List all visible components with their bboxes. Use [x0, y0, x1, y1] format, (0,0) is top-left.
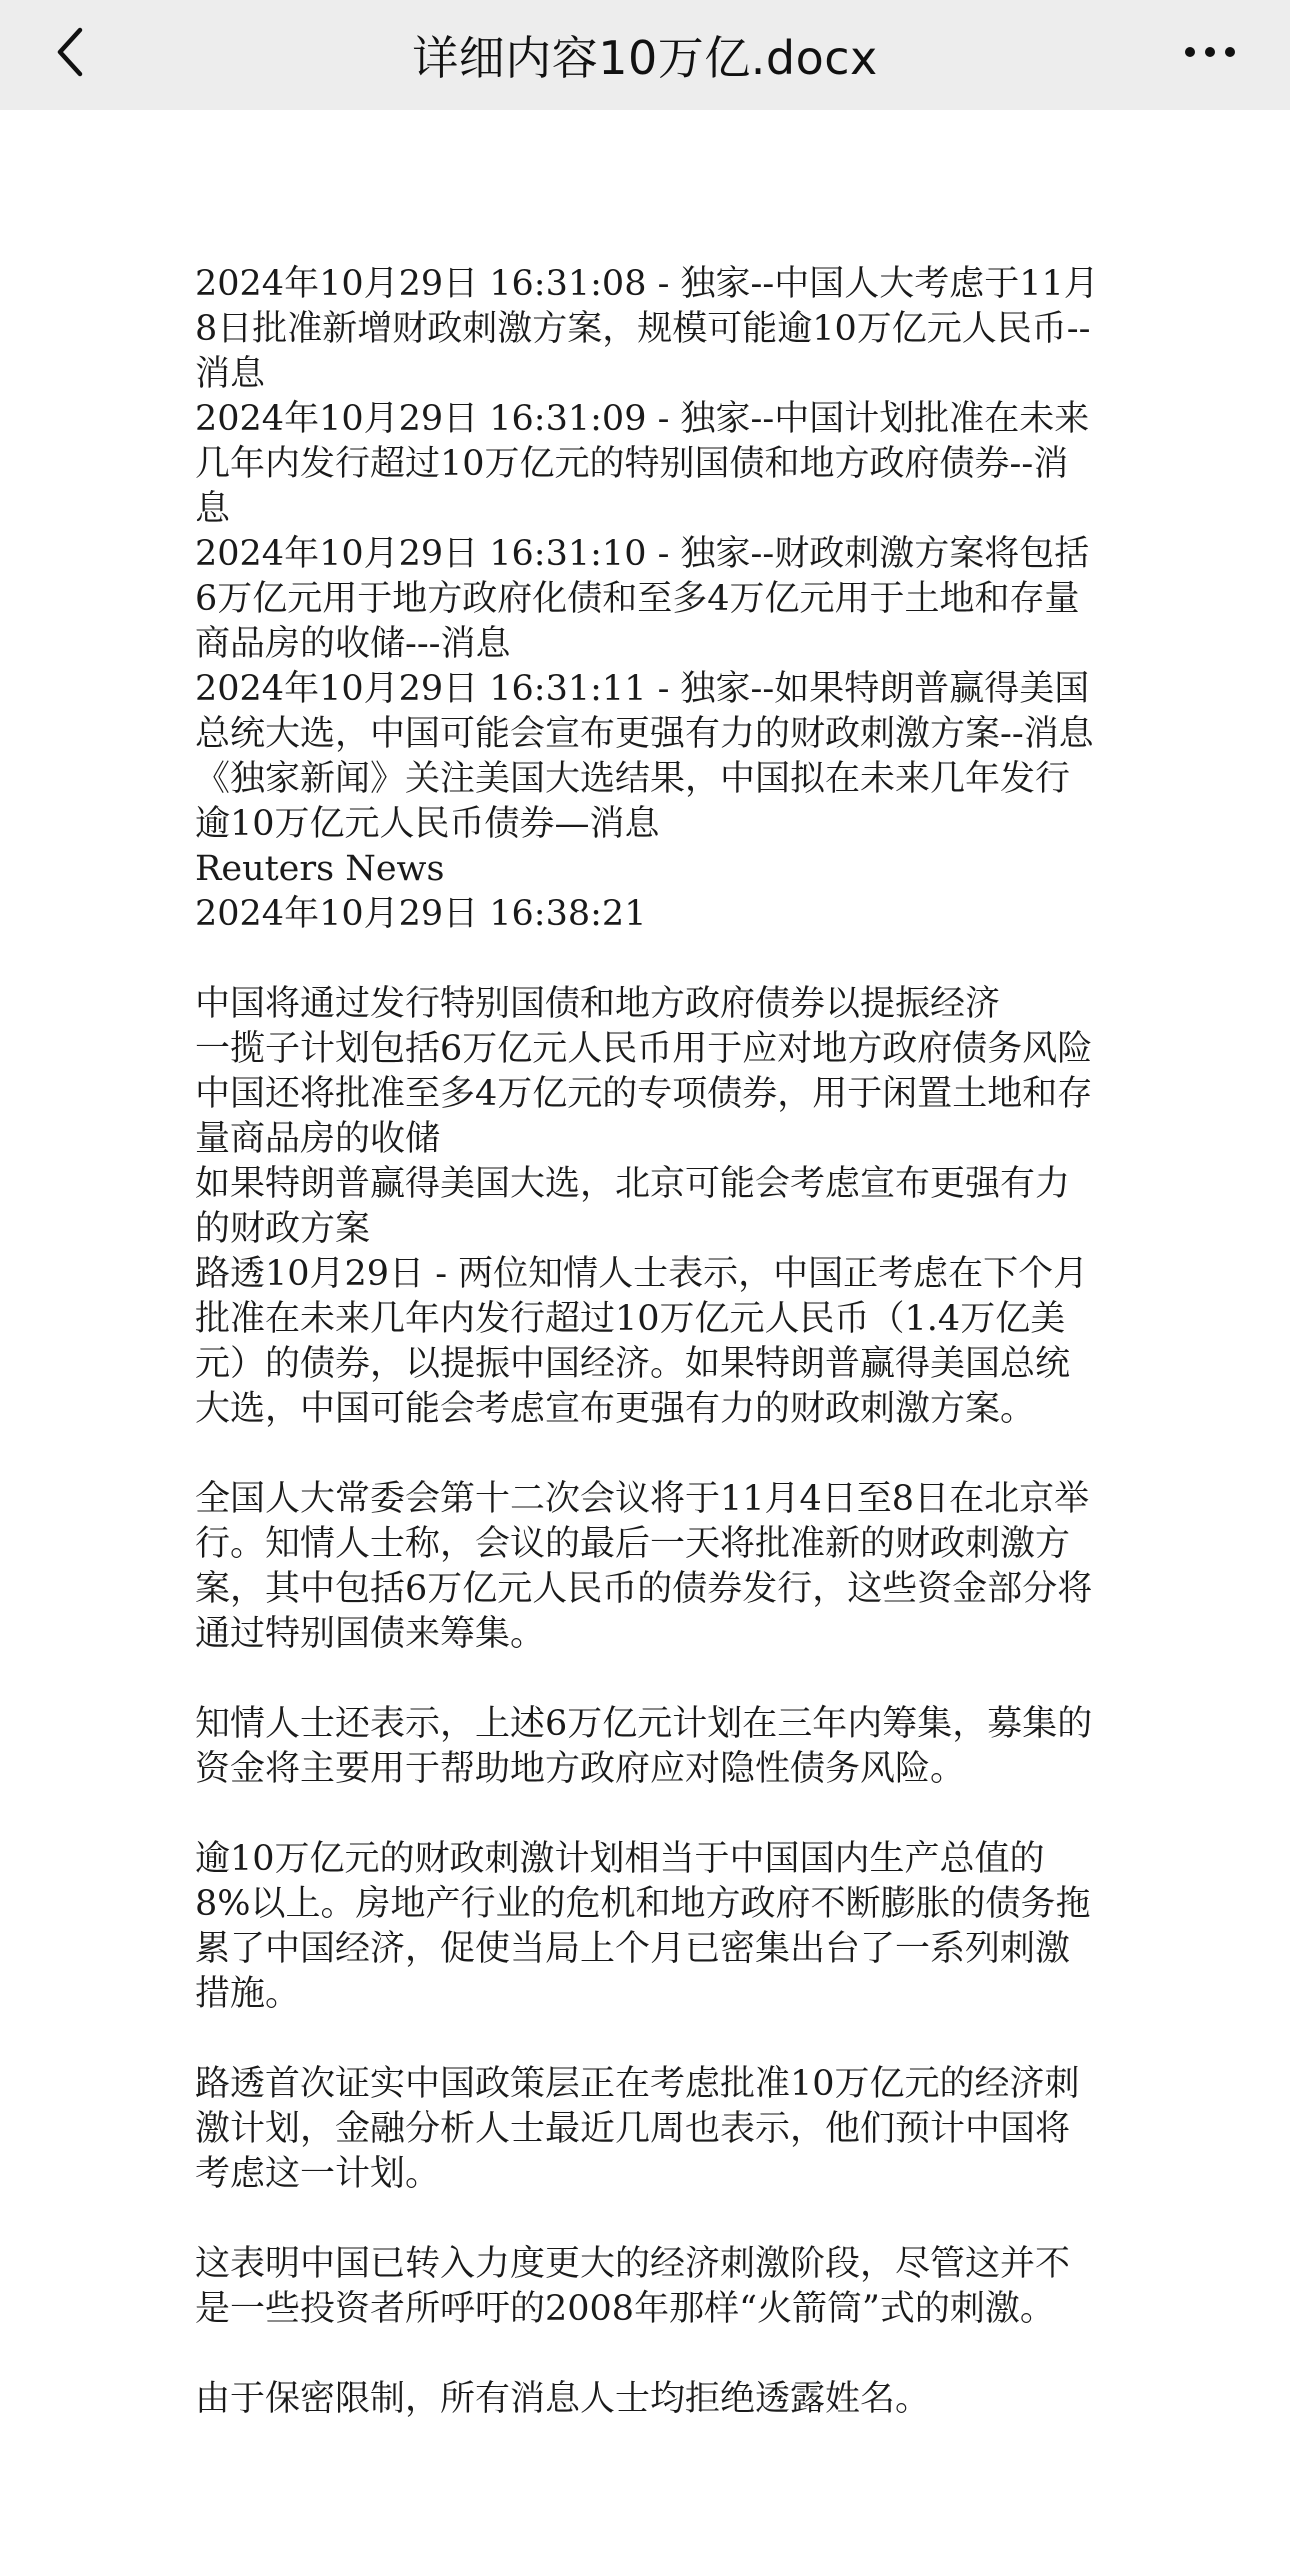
article-paragraph: 由于保密限制，所有消息人士均拒绝透露姓名。	[195, 2379, 931, 2419]
document-body[interactable]	[195, 262, 1100, 2422]
article-paragraph: 全国人大常委会第十二次会议将于11月4日至8日在北京举行。知情人士称，会议的最后一天将批准新的财政刺激方案，其中包括6万亿元人民币的债券发行，这些资金部分将通过特别国债来筹集。	[195, 1479, 1093, 1654]
news-flash-line: 2024年10月29日 16:31:09 - 独家--中国计划批准在未来几年内发行超过10万亿元的特别国债和地方政府债券--消息	[195, 399, 1090, 529]
article-paragraph: 这表明中国已转入力度更大的经济刺激阶段，尽管这并不是一些投资者所呼吁的2008年那样“火箭筒”式的刺激。	[195, 2244, 1071, 2329]
news-flash-line: 2024年10月29日 16:31:11 - 独家--如果特朗普赢得美国总统大选，中国可能会宣布更强有力的财政刺激方案--消息	[195, 669, 1094, 754]
article-lead-paragraph: 路透10月29日 - 两位知情人士表示，中国正考虑在下个月批准在未来几年内发行超过10万亿元人民币（1.4万亿美元）的债券，以提振中国经济。如果特朗普赢得美国总统大选，中国可能会考虑宣布更强有力的财政刺激方案。	[195, 1254, 1089, 1429]
article-headline: 《独家新闻》关注美国大选结果，中国拟在未来几年发行逾10万亿元人民币债券—消息	[195, 759, 1071, 844]
back-button[interactable]	[40, 22, 100, 82]
article-source: Reuters News	[195, 849, 445, 889]
article-paragraph: 路透首次证实中国政策层正在考虑批准10万亿元的经济刺激计划，金融分析人士最近几周也表示，他们预计中国将考虑这一计划。	[195, 2064, 1080, 2194]
spacer	[195, 2197, 1100, 2242]
spacer	[195, 937, 1100, 982]
summary-point: 如果特朗普赢得美国大选，北京可能会考虑宣布更强有力的财政方案	[195, 1164, 1071, 1249]
spacer	[195, 1792, 1100, 1837]
chevron-left-icon	[50, 22, 90, 82]
article-paragraph: 逾10万亿元的财政刺激计划相当于中国国内生产总值的8%以上。房地产行业的危机和地方政府不断膨胀的债务拖累了中国经济，促使当局上个月已密集出台了一系列刺激措施。	[195, 1839, 1091, 2014]
spacer	[195, 2017, 1100, 2062]
summary-point: 中国将通过发行特别国债和地方政府债券以提振经济	[195, 984, 1001, 1024]
article-timestamp: 2024年10月29日 16:38:21	[195, 894, 647, 934]
nav-bar	[0, 0, 1290, 110]
summary-point: 一揽子计划包括6万亿元人民币用于应对地方政府债务风险	[195, 1029, 1093, 1069]
more-horizontal-icon	[1180, 42, 1240, 62]
spacer	[195, 1432, 1100, 1477]
more-options-button[interactable]	[1170, 22, 1250, 82]
news-flash-line: 2024年10月29日 16:31:08 - 独家--中国人大考虑于11月8日批准新增财政刺激方案，规模可能逾10万亿元人民币--消息	[195, 264, 1099, 394]
page-title: 详细内容10万亿.docx	[412, 31, 878, 85]
summary-point: 中国还将批准至多4万亿元的专项债券，用于闲置土地和存量商品房的收储	[195, 1074, 1093, 1159]
news-flash-line: 2024年10月29日 16:31:10 - 独家--财政刺激方案将包括6万亿元用于地方政府化债和至多4万亿元用于土地和存量商品房的收储---消息	[195, 534, 1090, 664]
spacer	[195, 1657, 1100, 1702]
spacer	[195, 2332, 1100, 2377]
article-paragraph: 知情人士还表示，上述6万亿元计划在三年内筹集，募集的资金将主要用于帮助地方政府应对隐性债务风险。	[195, 1704, 1093, 1789]
